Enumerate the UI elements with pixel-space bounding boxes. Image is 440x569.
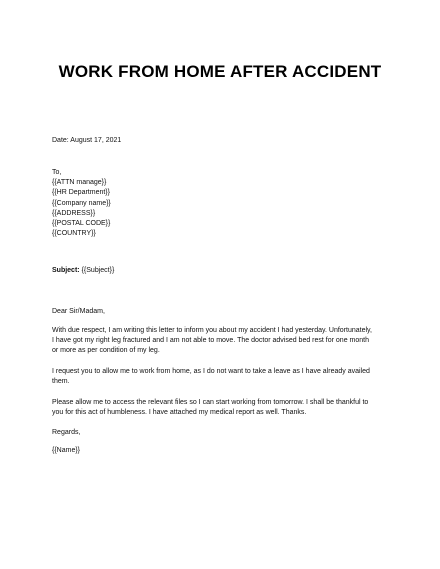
paragraph-line: you for this act of humbleness. I have attached my medical report as well. Thanks. [52,409,307,417]
paragraph-accident [52,326,392,357]
paragraph-request [52,367,392,387]
address-line-postal-code: {{POSTAL CODE}} [52,220,111,228]
letter-date: Date: August 17, 2021 [52,137,122,144]
subject-label: Subject: [52,267,80,274]
paragraph-line: I request you to allow me to work from home, as I do not want to take a leave as I have already availed [52,368,370,375]
paragraph-line: them. [52,378,70,386]
address-line-country: {{COUNTRY}} [52,230,96,238]
address-line-company: {{Company name}} [52,199,111,207]
signature-name: {{Name}} [52,447,81,454]
subject-line [52,266,114,276]
address-line-attn: {{ATTN manage}} [52,179,107,187]
paragraph-files-access [52,398,392,418]
paragraph-line: Please allow me to access the relevant files so I can start working from tomorrow. I shall be thankful to [52,399,369,406]
address-line-department: {{HR Department}} [52,189,110,197]
document-title: WORK FROM HOME AFTER ACCIDENT [58,62,382,81]
paragraph-line: or more as per condition of my leg. [52,347,160,355]
paragraph-line: I have got my right leg fractured and I am not able to move. The doctor advised bed rest for one month [52,337,369,345]
address-to: To, [52,169,62,176]
paragraph-line: With due respect, I am writing this letter to inform you about my accident I had yesterday. Unfortunately, [52,327,372,334]
address-line-address: {{ADDRESS}} [52,209,96,217]
recipient-address [52,168,111,239]
closing: Regards, [52,429,81,436]
subject-value: {{Subject}} [81,267,115,274]
salutation: Dear Sir/Madam, [52,308,105,315]
